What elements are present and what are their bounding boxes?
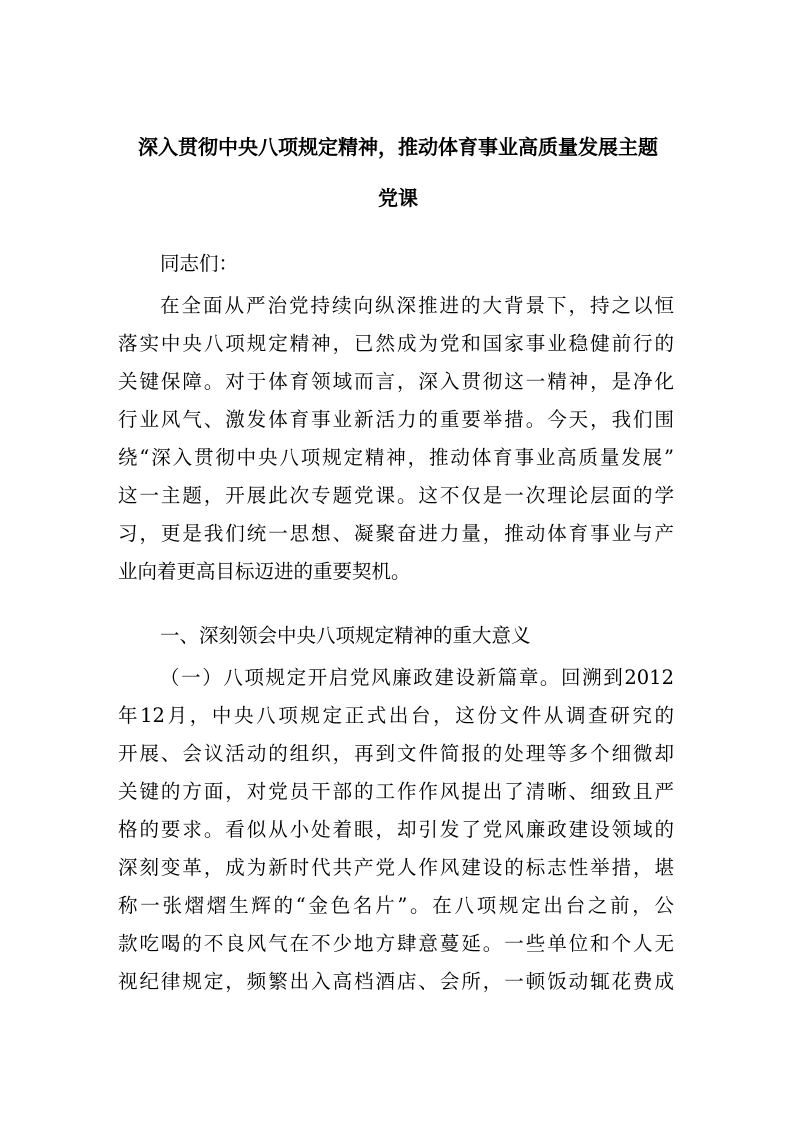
- paragraph-2-line: 款吃喝的不良风气在不少地方肆意蔓延。一些单位和个人无: [118, 932, 674, 955]
- paragraph-2-line: 称一张熠熠生辉的“金色名片”。在八项规定出台之前，公: [118, 894, 674, 917]
- paragraph-1-line: 行业风气、激发体育事业新活力的重要举措。今天，我们围: [118, 408, 674, 431]
- section-heading-1: 一、深刻领会中央八项规定精神的重大意义: [160, 624, 531, 647]
- paragraph-1-line: 习，更是我们统一思想、凝聚奋进力量，推动体育事业与产: [118, 522, 674, 545]
- paragraph-1-line: 落实中央八项规定精神，已然成为党和国家事业稳健前行的: [118, 332, 674, 355]
- paragraph-2-line: 深刻变革，成为新时代共产党人作风建设的标志性举措，堪: [118, 856, 674, 879]
- paragraph-1-line: 这一主题，开展此次专题党课。这不仅是一次理论层面的学: [118, 484, 674, 507]
- paragraph-1-line: 业向着更高目标迈进的重要契机。: [118, 560, 411, 583]
- paragraph-1-line: 在全面从严治党持续向纵深推进的大背景下，持之以恒: [160, 294, 674, 317]
- paragraph-1-line: 关键保障。对于体育领域而言，深入贯彻这一精神，是净化: [118, 370, 674, 393]
- paragraph-2-line: 格的要求。看似从小处着眼，却引发了党风廉政建设领域的: [118, 818, 674, 841]
- document-title-line-2: 党课: [378, 186, 418, 210]
- paragraph-2-line: 年12月，中央八项规定正式出台，这份文件从调查研究的: [118, 704, 674, 727]
- document-title-line-1: 深入贯彻中央八项规定精神，推动体育事业高质量发展主题: [138, 135, 658, 159]
- salutation: 同志们：: [160, 252, 239, 275]
- paragraph-2-line: 开展、会议活动的组织，再到文件简报的处理等多个细微却: [118, 742, 674, 765]
- paragraph-2-line: （一）八项规定开启党风廉政建设新篇章。回溯到2012: [160, 666, 674, 689]
- paragraph-2-line: 视纪律规定，频繁出入高档酒店、会所，一顿饭动辄花费成: [118, 970, 674, 993]
- paragraph-2-line: 关键的方面，对党员干部的工作作风提出了清晰、细致且严: [118, 780, 674, 803]
- paragraph-1-line: 绕“深入贯彻中央八项规定精神，推动体育事业高质量发展”: [118, 446, 674, 469]
